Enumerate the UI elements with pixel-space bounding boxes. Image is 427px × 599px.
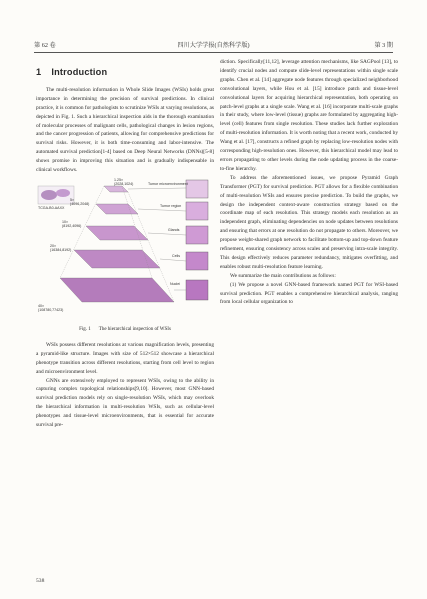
slide-label: TCGA-B0-AAXX bbox=[38, 205, 65, 210]
page-header bbox=[34, 40, 393, 52]
section-heading bbox=[36, 68, 214, 77]
pyramid-level-5 bbox=[60, 278, 174, 302]
level-label: 5× (4096,2048) bbox=[70, 197, 90, 206]
right-column bbox=[220, 58, 398, 307]
volume-label: 第 62 卷 bbox=[34, 42, 56, 49]
paragraph: We summarize the main contributions as follows: bbox=[230, 272, 336, 279]
tile-glands bbox=[186, 226, 208, 244]
right-label: Glands bbox=[168, 227, 180, 232]
page-number: 538 bbox=[36, 578, 45, 584]
right-label: Tumor microenvironment bbox=[148, 181, 188, 186]
level-label: 1.25× (2028,1024) bbox=[114, 177, 134, 186]
tissue-blob bbox=[56, 189, 70, 197]
section-number: 1 bbox=[36, 67, 42, 77]
pyramid-level-1 bbox=[104, 186, 128, 192]
pyramid-level-4 bbox=[74, 250, 160, 268]
tile-tumor-region bbox=[186, 202, 208, 220]
paragraph: WSIs possess different resolutions at various magnification levels, presenting a pyramid-like structure. Images with size of 512×512 showcase a hierarchical phenotype transition across different resolutions, starting from cell level to region and microenvironment level. bbox=[36, 341, 214, 375]
paragraph: GNNs are extensively employed to represent WSIs, owing to the ability in capturing complex topological relationships[9,10]. However, most GNN-based survival prediction models rely on single-resolution WSIs, which may overlook the hierarchical information in multi-resolution WSIs, such as cellular-level phenotypes and tissue-level microenvironments, that is essential for accurate survival pre- bbox=[36, 377, 214, 429]
right-label: Tumor region bbox=[160, 203, 182, 208]
tile-microenvironment bbox=[186, 180, 208, 198]
paragraph: To address the aforementioned issues, we propose Pyramid Graph Transformer (PGT) for survival prediction. PGT allows for a flexible combination of multi-resolution WSIs and ensures precise prediction. To build the graphs, we design the independent context-aware construction strategy based on the coordinate map of each resolution. This strategy models each resolution as an independent graph, eliminating dependencies on node updates between resolutions and ensuring that errors at one resolution do not propagate to others. Moreover, we propose weight-shared graph network to facilitate bottom-up and top-down feature refinement, ensuring consistency across scales and preserving intra-scale integrity. This design effectively reduces parameter redundancy, mitigates overfitting, and enables robust multi-resolution feature learning. bbox=[220, 174, 398, 270]
caption-text: The hierarchical inspection of WSIs bbox=[98, 326, 171, 332]
level-label: 40× (108780,77423) bbox=[38, 303, 64, 312]
section-title: Introduction bbox=[51, 67, 108, 77]
left-column bbox=[36, 64, 214, 430]
journal-name: 四川大学学报(自然科学版) bbox=[177, 42, 250, 49]
right-label: Cells bbox=[172, 253, 180, 258]
figure-caption bbox=[36, 326, 214, 335]
pyramid-level-2 bbox=[96, 204, 138, 214]
level-label: 20× (16384,8192) bbox=[50, 243, 72, 252]
paragraph: (1) We propose a novel GNN-based framework named PGT for WSI-based survival prediction. PGT enables a comprehensive hierarchical analysis, ranging from local cellular organization to bbox=[220, 281, 398, 306]
figure-1 bbox=[36, 178, 212, 324]
paragraph: diction. Specifically[11,12], leverage attention mechanisms, like SAGPool [13], to identify crucial nodes and compute slide-level representations within single scale graphs. Chen et al. [14] aggregate node features through specialized neighborhood convolutional layers, while Hou et al. [15] introduce patch and tissue-level convolutional layers for acquiring hierarchical representation, both operating on patch-level graphs at a single scale. Wang et al. [16] incorporate multi-scale graphs in their study, where low-level (tissue) graphs are formulated by aggregating high-level (cell) features from single resolution. These studies lack further exploration of multi-resolution information. It is worth noting that a recent work, conducted by Wang et al. [17], constructs a refined graph by replacing low-resolution nodes with corresponding high-resolution ones. However, this hierarchical model may lead to errors propagating to other levels during the node updating process in the coarse-to-fine hierarchy. bbox=[220, 59, 398, 172]
tissue-blob bbox=[41, 190, 57, 200]
pyramid-level-3 bbox=[86, 226, 148, 240]
intro-paragraph: The multi-resolution information in Whole Slide Images (WSIs) holds great importance in determining the precision of survival predictions. In clinical practice, it is common for pathologists to scrutinize WSIs at varying resolutions, as depicted in Fig. 1. Such a hierarchical inspection aids in the thorough examination of molecular processes of malignant cells, pathological changes in lesion regions, and the cancer progression of patients, allowing for comprehensive predictions for survival risks. However, it is both time-consuming and labor-intensive. The automated survival prediction[1-4] based on Deep Neural Networks (DNNs)[5-8] shows promise in improving this situation and is gradually indispensable in clinical workflows. bbox=[36, 86, 214, 174]
header-rule bbox=[34, 52, 393, 53]
tile-nuclei bbox=[186, 280, 208, 300]
caption-number: Fig. 1 bbox=[79, 326, 91, 332]
issue-label: 第 3 期 bbox=[374, 42, 393, 49]
right-label: Nuclei bbox=[170, 281, 180, 286]
level-label: 10× (8192,4096) bbox=[62, 219, 82, 228]
tile-cells bbox=[186, 252, 208, 270]
